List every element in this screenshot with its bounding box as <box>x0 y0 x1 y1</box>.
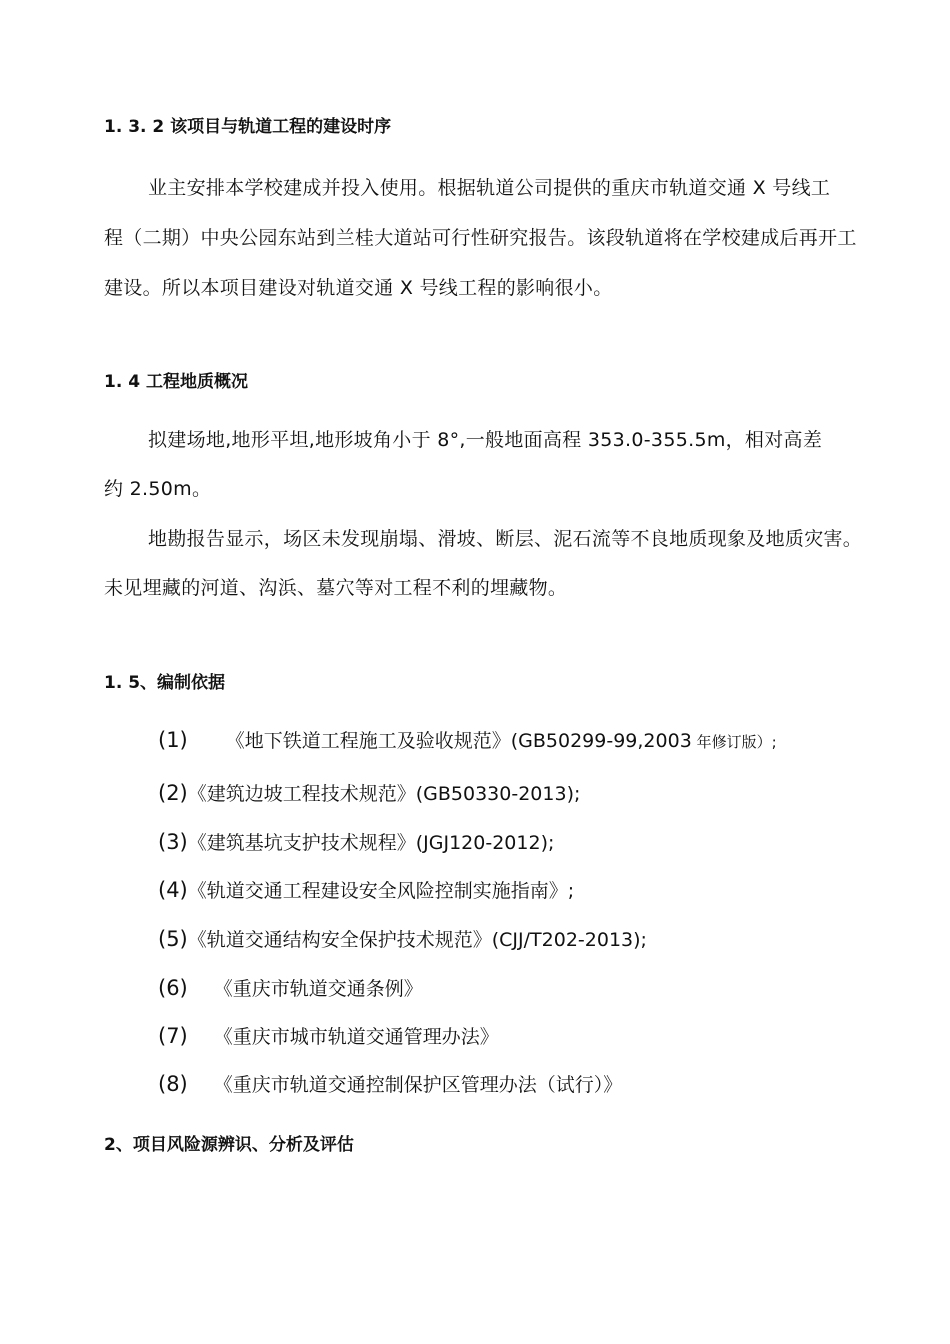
reference-item <box>158 925 647 952</box>
paragraph-line: 建设。所以本项目建设对轨道交通 X 号线工程的影响很小。 <box>104 277 613 299</box>
reference-number: (8) <box>158 1072 188 1096</box>
reference-text: 《重庆市轨道交通条例》 <box>213 978 423 1000</box>
reference-text: 《地下铁道工程施工及验收规范》(GB50299-99,2003 <box>225 730 692 752</box>
section-heading-1-5: 1. 5、编制依据 <box>104 673 226 693</box>
paragraph-line: 业主安排本学校建成并投入使用。根据轨道公司提供的重庆市轨道交通 X 号线工 <box>148 177 831 199</box>
reference-item <box>158 779 580 806</box>
reference-number: (6) <box>158 976 188 1000</box>
reference-text: 《轨道交通结构安全保护技术规范》(CJJ/T202-2013); <box>187 929 647 951</box>
paragraph-line: 拟建场地,地形平坦,地形坡角小于 8°,一般地面高程 353.0-355.5m，相对高差 <box>148 429 823 451</box>
reference-item <box>158 726 777 753</box>
reference-text: 《建筑基坑支护技术规程》(JGJ120-2012); <box>187 832 555 854</box>
reference-number: (1) <box>158 728 188 752</box>
reference-text: 《建筑边坡工程技术规范》(GB50330-2013); <box>187 783 581 805</box>
reference-number: (4) <box>158 878 188 902</box>
section-heading-1-3-2: 1. 3. 2 该项目与轨道工程的建设时序 <box>104 117 392 137</box>
reference-item <box>158 974 423 1001</box>
reference-number: (5) <box>158 927 188 951</box>
reference-text-tail: 年修订版）; <box>691 733 777 751</box>
paragraph-line: 地勘报告显示，场区未发现崩塌、滑坡、断层、泥石流等不良地质现象及地质灾害。 <box>148 528 863 550</box>
reference-text: 《轨道交通工程建设安全风险控制实施指南》; <box>187 880 575 902</box>
reference-text: 《重庆市城市轨道交通管理办法》 <box>213 1026 499 1048</box>
paragraph-line: 程（二期）中央公园东站到兰桂大道站可行性研究报告。该段轨道将在学校建成后再开工 <box>104 227 857 249</box>
paragraph-line: 约 2.50m。 <box>104 478 212 500</box>
reference-item <box>158 828 554 855</box>
reference-number: (3) <box>158 830 188 854</box>
section-heading-2: 2、项目风险源辨识、分析及评估 <box>104 1135 354 1155</box>
reference-item <box>158 876 574 903</box>
section-heading-1-4: 1. 4 工程地质概况 <box>104 372 248 392</box>
reference-number: (2) <box>158 781 188 805</box>
reference-item <box>158 1022 499 1049</box>
reference-number: (7) <box>158 1024 188 1048</box>
paragraph-line: 未见埋藏的河道、沟浜、墓穴等对工程不利的埋藏物。 <box>104 577 568 599</box>
reference-text: 《重庆市轨道交通控制保护区管理办法（试行）》 <box>213 1074 623 1096</box>
reference-item <box>158 1070 622 1097</box>
